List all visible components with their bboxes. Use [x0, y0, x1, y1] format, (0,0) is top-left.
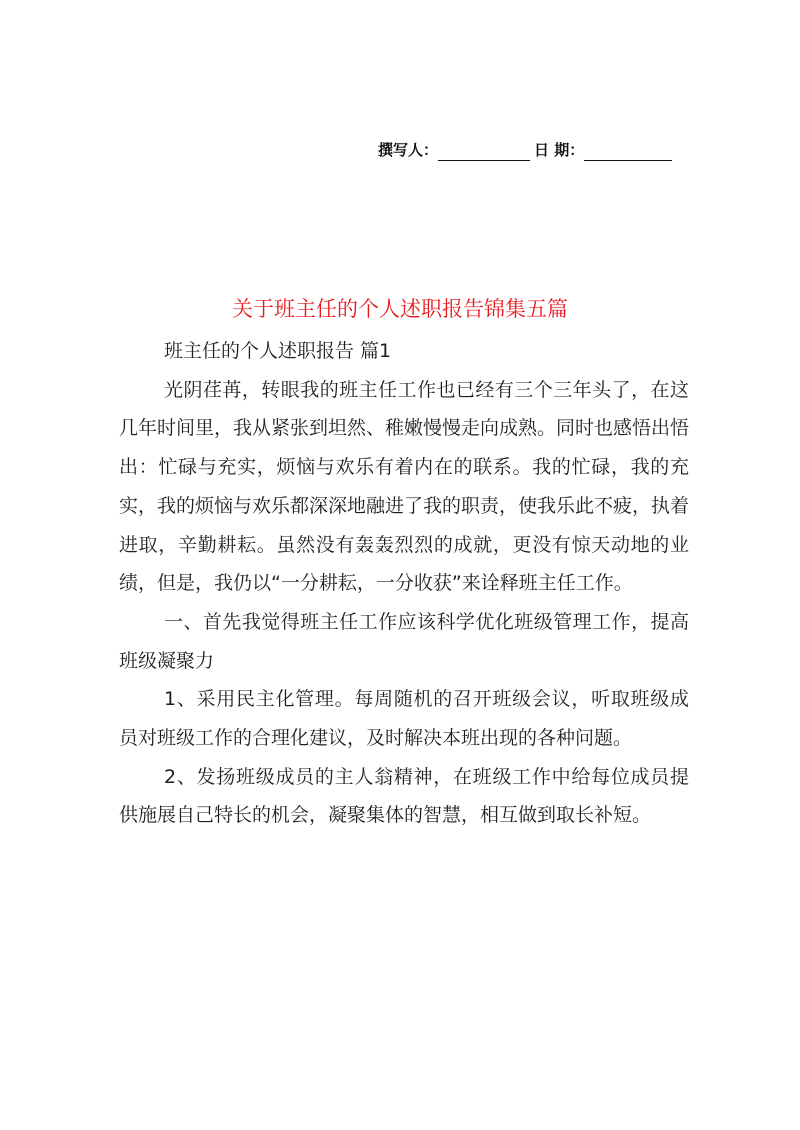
author-label: 撰写人： — [378, 141, 439, 159]
author-date-line — [378, 139, 672, 161]
paragraph: 2、发扬班级成员的主人翁精神，在班级工作中给每位成员提供施展自己特长的机会，凝聚集体的智慧，相互做到取长补短。 — [119, 765, 689, 827]
section-heading: 班主任的个人述职报告 篇1 — [164, 340, 392, 362]
paragraph: 1、采用民主化管理。每周随机的召开班级会议，听取班级成员对班级工作的合理化建议，及时解决本班出现的各种问题。 — [119, 688, 689, 750]
date-label: 日 期： — [534, 141, 585, 159]
date-blank — [584, 143, 672, 161]
paragraph: 一、首先我觉得班主任工作应该科学优化班级管理工作，提高班级凝聚力 — [119, 610, 689, 672]
author-blank — [438, 143, 530, 161]
document-title: 关于班主任的个人述职报告锦集五篇 — [232, 297, 568, 321]
paragraph: 光阴荏苒，转眼我的班主任工作也已经有三个三年头了，在这几年时间里，我从紧张到坦然、稚嫩慢慢走向成熟。同时也感悟出悟出：忙碌与充实，烦恼与欢乐有着内在的联系。我的忙碌，我的充实，我的烦恼与欢乐都深深地融进了我的职责，使我乐此不疲，执着进取，辛勤耕耘。虽然没有轰轰烈烈的成就，更没有惊天动地的业绩，但是，我仍以“一分耕耘，一分收获”来诠释班主任工作。 — [119, 378, 690, 595]
document-body — [119, 332, 689, 835]
